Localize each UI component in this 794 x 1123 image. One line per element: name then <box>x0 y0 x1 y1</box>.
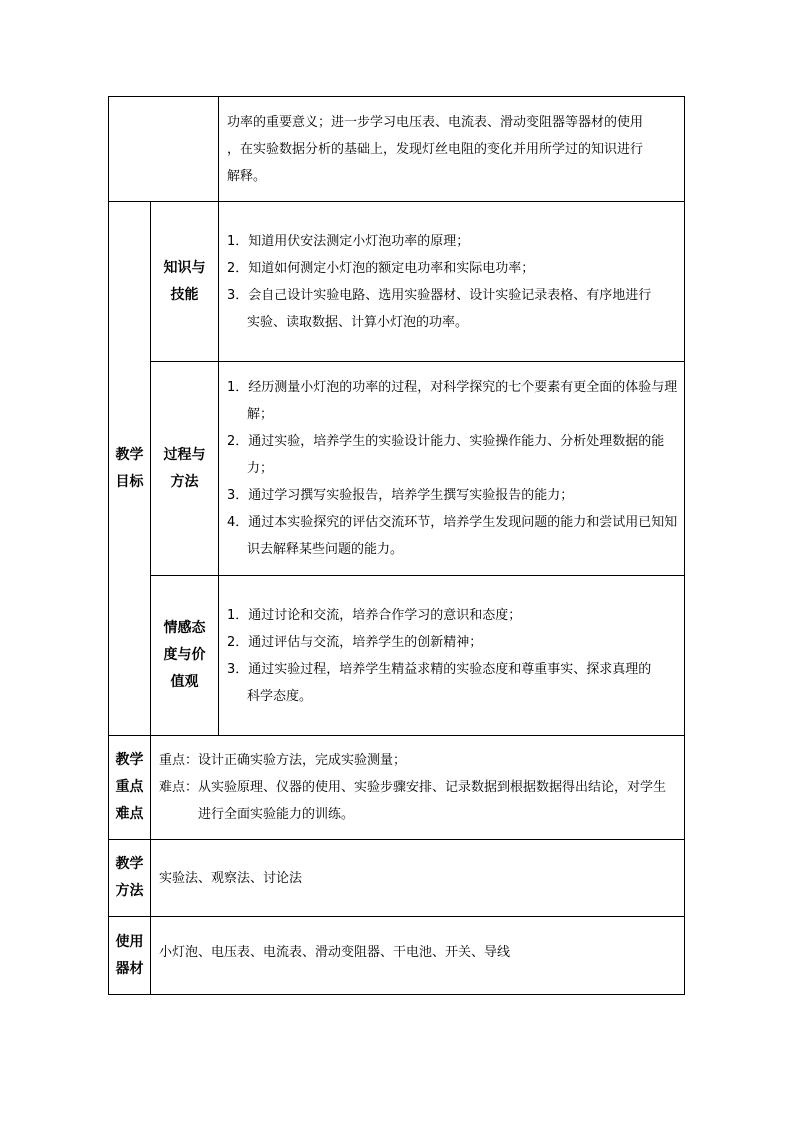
intro-line: 解释。 <box>227 168 267 184</box>
list-item: 3．会自己设计实验电路、选用实验器材、设计实验记录表格、有序地进行 <box>227 287 652 303</box>
intro-content <box>219 97 685 202</box>
list-item: 2．知道如何测定小灯泡的额定电功率和实际电功率； <box>227 260 535 276</box>
emotion-row <box>109 576 685 736</box>
equipment-content <box>151 917 685 995</box>
emotion-label: 情感态 度与价 值观 <box>151 576 219 736</box>
method-text: 实验法、观察法、讨论法 <box>159 870 303 886</box>
focus-label: 教学 重点 难点 <box>109 736 151 840</box>
focus-content <box>151 736 685 840</box>
knowledge-label: 知识与 技能 <box>151 202 219 362</box>
list-item: 1．经历测量小灯泡的功率的过程，对科学探究的七个要素有更全面的体验与理解； <box>227 380 678 422</box>
method-row <box>109 840 685 917</box>
difficulty-point: 难点：从实验原理、仪器的使用、实验步骤安排、记录数据到根据数据得出结论，对学生进行全面实验能力的训练。 <box>159 780 667 822</box>
equipment-label: 使用 器材 <box>109 917 151 995</box>
process-label: 过程与 方法 <box>151 362 219 576</box>
intro-line: 功率的重要意义；进一步学习电压表、电流表、滑动变阻器等器材的使用 <box>227 114 644 130</box>
list-item: 3．通过学习撰写实验报告，培养学生撰写实验报告的能力； <box>227 488 574 503</box>
intro-line: ，在实验数据分析的基础上，发现灯丝电阻的变化并用所学过的知识进行 <box>227 141 644 157</box>
method-content <box>151 840 685 917</box>
process-row <box>109 362 685 576</box>
equipment-text: 小灯泡、电压表、电流表、滑动变阻器、干电池、开关、导线 <box>159 945 511 960</box>
list-item: 2．通过评估与交流，培养学生的创新精神； <box>227 634 483 650</box>
emotion-content <box>219 576 685 736</box>
intro-row <box>109 97 685 202</box>
knowledge-content <box>219 202 685 362</box>
knowledge-row <box>109 202 685 362</box>
method-label: 教学 方法 <box>109 840 151 917</box>
list-item: 1．通过讨论和交流，培养合作学习的意识和态度； <box>227 607 522 623</box>
intro-label-cell <box>109 97 219 202</box>
focus-row <box>109 736 685 840</box>
lesson-plan-table <box>108 96 685 995</box>
list-item: 4．通过本实验探究的评估交流环节，培养学生发现问题的能力和尝试用已知知识去解释某些问题的能力。 <box>227 515 678 557</box>
list-item: 1．知道用伏安法测定小灯泡功率的原理； <box>227 233 470 249</box>
equipment-row <box>109 917 685 995</box>
list-item: 2．通过实验，培养学生的实验设计能力、实验操作能力、分析处理数据的能力； <box>227 434 665 476</box>
goals-label: 教学 目标 <box>109 202 151 736</box>
list-item-continuation: 科学态度。 <box>247 688 313 704</box>
key-point: 重点：设计正确实验方法，完成实验测量； <box>159 753 407 768</box>
list-item: 3．通过实验过程，培养学生精益求精的实验态度和尊重事实、探求真理的 <box>227 661 652 677</box>
list-item-continuation: 实验、读取数据、计算小灯泡的功率。 <box>247 314 469 330</box>
process-content <box>219 362 685 576</box>
